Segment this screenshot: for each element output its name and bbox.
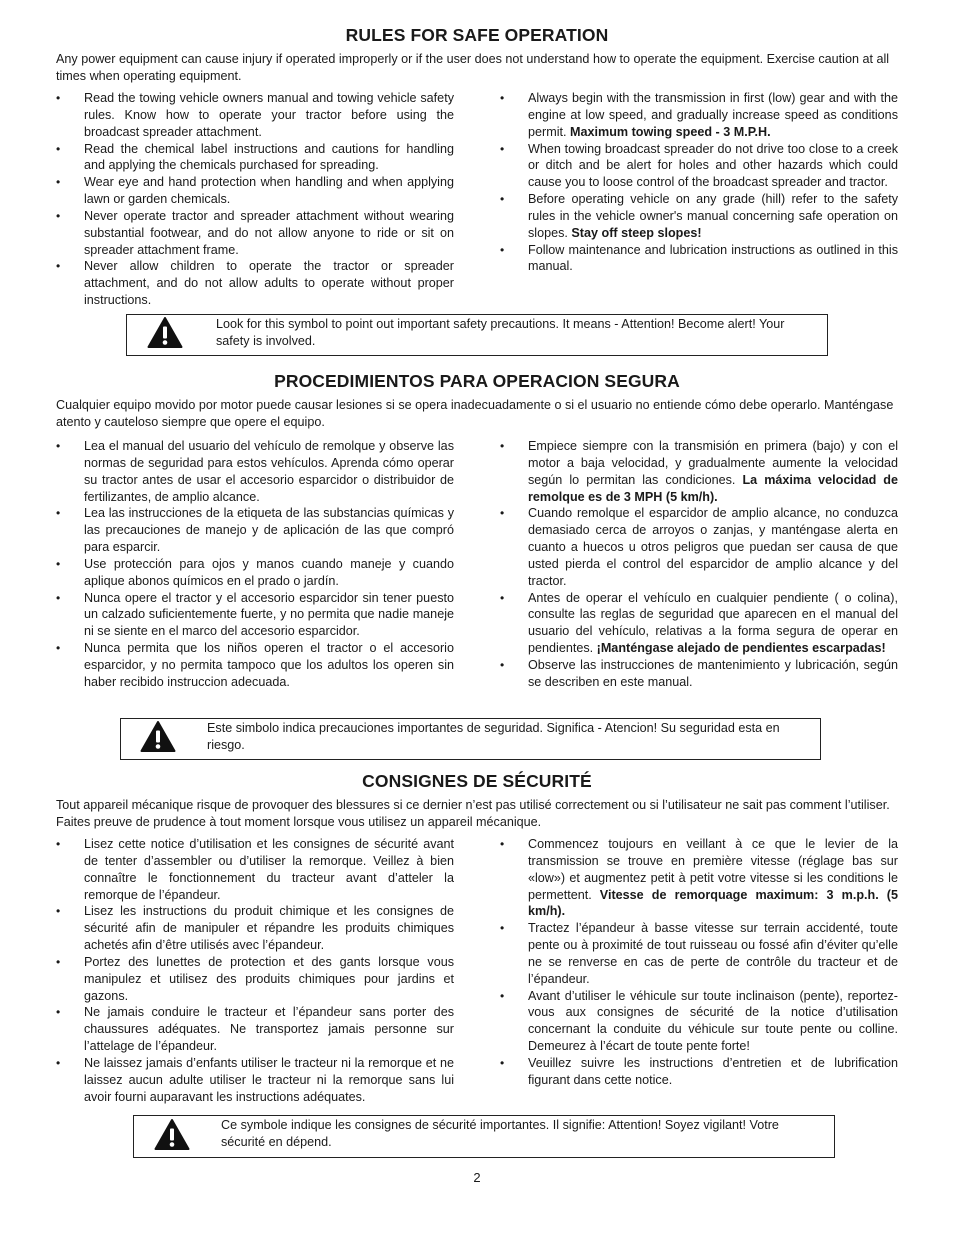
warning-text-es: Este simbolo indica precauciones importantes de seguridad. Significa - Atencion! Su seguridad esta en riesgo. [207,721,780,752]
rule-text: Read the towing vehicle owners manual and towing vehicle safety rules. Know how to operate your tractor before using the broadcast spreader attachment. [84,91,454,139]
rule-text: Wear eye and hand protection when handling and when applying lawn or garden chemicals. [84,175,454,207]
rule-text: Lisez les instructions du produit chimique et les consignes de sécurité afin de manipuler et répandre les produits chimiques achetés afin d’être utilisés avec l’épandeur. [84,904,454,953]
rule-item [500,836,898,920]
rule-text: When towing broadcast spreader do not drive too close to a creek or ditch and be alert for holes and other hazards which could cause you to loose control of the broadcast spreader and tractor. [528,141,898,190]
warning-text-en: Look for this symbol to point out important safety precautions. It means - Attention! Become alert! Your safety is involved. [216,317,785,348]
section-en [56,25,898,85]
rule-item [500,505,898,589]
section-es [56,371,898,431]
warning-triangle-icon [147,317,183,354]
rule-text: Observe las instrucciones de mantenimiento y lubricación, según se describen en este manual. [528,657,898,689]
rules-es [56,438,898,691]
rules-es-left [56,438,454,691]
rule-text: Before operating vehicle on any grade (hill) refer to the safety rules in the vehicle owner's manual concerning safe operation on slopes. [528,192,898,240]
rule-item [500,242,898,276]
warning-text-fr: Ce symbole indique les consignes de sécurité importantes. Il signifie: Attention! Soyez vigilant! Votre sécurité en dépend. [221,1118,779,1149]
rule-text: Portez des lunettes de protection et des gants lorsque vous manipulez et utilisez des produits chimiques pour jardins et gazons. [84,954,454,1003]
rule-text: Avant d’utiliser le véhicule sur toute inclinaison (pente), reportez-vous aux consignes de sécurité de la notice d’utilisation concernant la conduite du véhicule sur toute pente ou colline. Demeurez à l’écart de toute pente forte! [528,988,898,1054]
rule-text: Tractez l’épandeur à basse vitesse sur terrain accidenté, toute pente ou à proximité de tout ruisseau ou fossé afin d’éviter qu’elle ne se renverse en cas de perte de contrôle du tracteur et de l’épandeur. [528,921,898,986]
rule-text: Lea las instrucciones de la etiqueta de las substancias químicas y las precauciones de manejo y de aplicación de las que compró para esparcir. [84,506,454,555]
rule-item [56,640,454,691]
rules-en-left [56,90,454,309]
rule-text: Nunca opere el tractor y el accesorio esparcidor sin tener puesto un calzado suficientemente fuerte, y no permita que nadie maneje ni se siente en el marco del accesorio esparcidor. [84,590,454,639]
rule-item [500,141,898,192]
rule-text: Lea el manual del usuario del vehículo de remolque y observe las normas de seguridad para estos vehículos. Aprenda cómo operar su tractor antes de usar el accesorio esparcidor o distribuidor de fertilizantes, de amplio alcance. [84,439,454,504]
heading-es: PROCEDIMIENTOS PARA OPERACION SEGURA [274,371,680,391]
rules-fr [56,836,898,1106]
rule-item [56,903,454,954]
warning-box-en [126,314,828,356]
rule-item [56,208,454,259]
rule-item [500,90,898,141]
rule-item [56,954,454,1005]
rule-emphasis: Vitesse de remorquage maximum: 3 m.p.h. (5 km/h). [528,887,898,919]
page-number: 2 [473,1170,481,1185]
rule-text: Cuando remolque el esparcidor de amplio alcance, no conduzca demasiado cerca de arroyos o zanjas, y manténgase alerta en cuanto a huecos u otros peligros que puedan ser causa de que usted pierda el control del esparcidor de amplio alcance y del tractor. [528,506,898,588]
rule-item [56,505,454,556]
rule-text: Never operate tractor and spreader attachment without wearing substantial footwear, and do not allow anyone to ride or sit on spreader attachment frame. [84,208,454,257]
rule-item [500,191,898,242]
rule-text: Never allow children to operate the tractor or spreader attachment, and do not allow adults to operate without proper instructions. [84,259,454,308]
rule-text: Use protección para ojos y manos cuando maneje y cuando aplique abonos químicos en el prado o jardín. [84,556,454,588]
rule-item [56,836,454,903]
heading-en: RULES FOR SAFE OPERATION [345,25,609,45]
rules-fr-left [56,836,454,1106]
rule-item [500,590,898,657]
rules-fr-right [500,836,898,1106]
rule-text: Empiece siempre con la transmisión en primera (bajo) y con el motor a baja velocidad, y gradualmente aumente la velocidad según lo permitan las condiciones. [528,439,898,487]
rule-text: Antes de operar el vehículo en cualquier pendiente ( o colina), consulte las reglas de seguridad que aparecen en el manual del usuario del vehículo, relativas a la forma segura de operar en pendientes. [528,590,898,656]
rule-item [500,1055,898,1089]
section-fr [56,771,898,831]
rule-text: Veuillez suivre les instructions d’entretien et de lubrification figurant dans cette notice. [528,1055,898,1087]
rule-emphasis: La máxima velocidad de remolque es de 3 MPH (5 km/h). [528,472,899,504]
rule-text: Ne laissez jamais d’enfants utiliser le tracteur ni la remorque et ne laissez aucun adulte utiliser le tracteur ni la remorque sans lui avoir fourni auparavant les instructions adéquates. [84,1055,454,1104]
rule-item [56,1055,454,1106]
rules-en-right [500,90,898,309]
rule-item [56,258,454,309]
rules-es-right [500,438,898,691]
rule-item [500,438,898,505]
rule-item [500,920,898,987]
warning-triangle-icon [154,1118,190,1155]
rule-item [500,988,898,1055]
warning-box-fr [133,1115,835,1158]
intro-fr: Tout appareil mécanique risque de provoquer des blessures si ce dernier n’est pas utilisé correctement ou si l’utilisateur ne sait pas comment l’utiliser. Faites preuve de prudence à tout moment lorsque vous utilisez un appareil mécanique. [56,798,890,829]
rule-text: Nunca permita que los niños operen el tractor o el accesorio esparcidor, y no permita tampoco que los adultos los operen sin haber recibido instruccion adecuada. [84,641,454,689]
warning-triangle-icon [140,721,176,758]
rule-item [56,556,454,590]
rule-item [56,141,454,175]
rule-emphasis: Maximum towing speed - 3 M.P.H. [570,124,771,139]
rule-item [56,1004,454,1055]
warning-box-es [120,718,821,760]
intro-en: Any power equipment can cause injury if operated improperly or if the user does not understand how to operate the equipment. Exercise caution at all times when operating equipment. [56,52,890,83]
rule-item [500,657,898,691]
rule-text: Read the chemical label instructions and cautions for handling and applying the chemicals purchased for spreading. [84,141,454,173]
rule-text: Ne jamais conduire le tracteur et l’épandeur sans porter des chaussures adéquates. Ne transportez jamais personne sur l’attelage de l’épandeur. [84,1005,454,1054]
rules-en [56,90,898,309]
intro-es: Cualquier equipo movido por motor puede causar lesiones si se opera inadecuadamente o si el usuario no entiende cómo debe operarlo. Manténgase atento y cauteloso siempre que opere el equipo. [56,398,894,429]
rule-item [56,590,454,641]
rule-item [56,90,454,141]
rule-item [56,174,454,208]
rule-text: Always begin with the transmission in first (low) gear and with the engine at low speed, and gradually increase speed as conditions permit. [528,91,898,139]
rule-emphasis: Stay off steep slopes! [571,225,702,240]
rule-emphasis: ¡Manténgase alejado de pendientes escarpadas! [596,641,886,656]
rule-item [56,438,454,505]
rule-text: Follow maintenance and lubrication instructions as outlined in this manual. [528,242,898,274]
heading-fr: CONSIGNES DE SÉCURITÉ [362,771,592,791]
rule-text: Lisez cette notice d’utilisation et les consignes de sécurité avant de tenter d’assembler ou d’utiliser la remorque. Veillez à bien connaître le fonctionnement du tracteur avant d’atteler la remorque de l’épandeur. [84,837,454,902]
rule-text: Commencez toujours en veillant à ce que le levier de la transmission se trouve en première vitesse (réglage bas sur «low») et augmentez petit à petit votre vitesse si les conditions le permettent. [528,837,898,902]
